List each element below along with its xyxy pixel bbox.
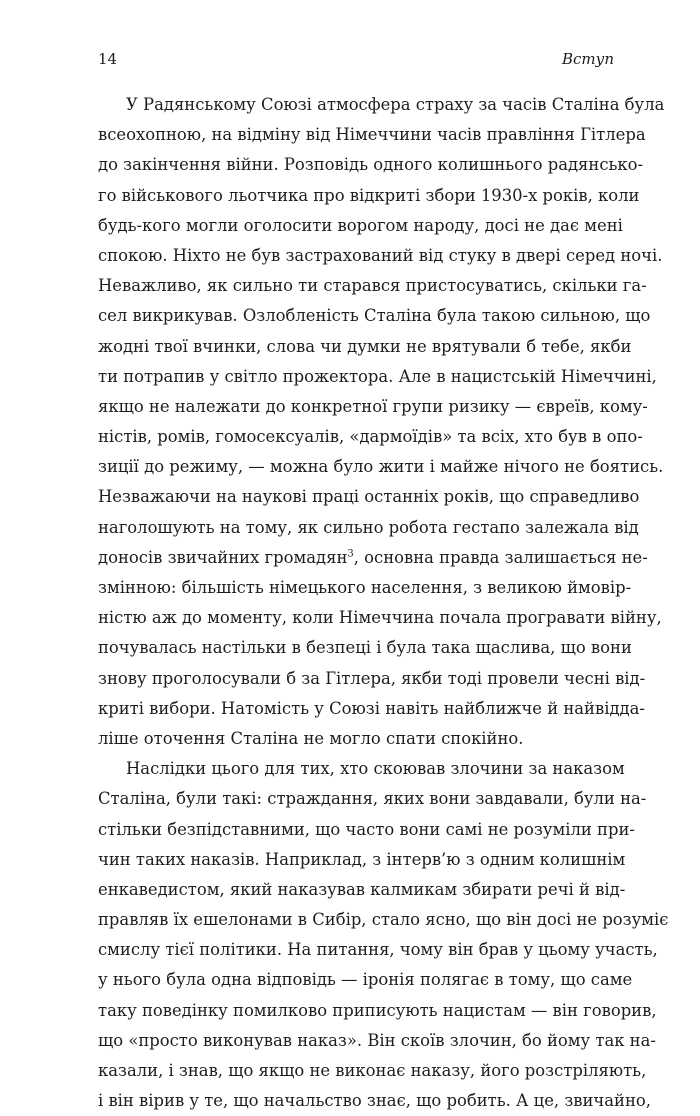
paragraph-2 [98,754,669,1116]
text-line: Наслідки цього для тих, хто скоював злочини за наказом [126,759,625,779]
text-line: наголошують на тому, як сильно робота гестапо залежала від [98,517,639,537]
text-line: го військового льотчика про відкриті збори 1930-х років, коли [98,185,640,205]
text-line: всеохопною, на відміну від Німеччини часів правління Гітлера [98,125,646,145]
text-line: і він вірив у те, що начальство знає, що робить. А це, звичайно, [98,1091,651,1111]
text-segment: доносів звичайних громадян [98,547,348,567]
text-line: у нього була одна відповідь — іронія полягає в тому, що саме [98,970,633,990]
text-line: Неважливо, як сильно ти старався пристосуватись, скільки га- [98,276,647,296]
page-header [98,50,614,72]
text-line: жодні твої вчинки, слова чи думки не врятували б тебе, якби [98,336,632,356]
text-segment: , основна правда залишається не- [353,547,648,567]
footnote-reference[interactable]: 3 [347,548,354,560]
text-line: ністів, ромів, гомосексуалів, «дармоїдів» та всіх, хто був в опо- [98,427,643,447]
text-line: будь-кого могли оголосити ворогом народу, досі не дає мені [98,215,623,235]
text-line: ністю аж до моменту, коли Німеччина почала програвати війну, [98,608,662,628]
text-line: енкаведистом, який наказував калмикам збирати речі й від- [98,879,626,899]
text-line: спокою. Ніхто не був застрахований від стуку в двері серед ночі. [98,245,663,265]
text-line: ліше оточення Сталіна не могло спати спокійно. [98,728,524,748]
text-line: смислу тієї політики. На питання, чому він брав у цьому участь, [98,940,658,960]
text-line: сел викрикував. Озлобленість Сталіна була такою сильною, що [98,306,651,326]
text-line-with-footnote [98,543,648,573]
text-line: ти потрапив у світло прожектора. Але в нацистській Німеччині, [98,366,657,386]
text-line: якщо не належати до конкретної групи ризику — євреїв, кому- [98,396,648,416]
body-text [98,90,669,1116]
text-line: Сталіна, були такі: страждання, яких вони завдавали, були на- [98,789,647,809]
text-line: змінною: більшість німецького населення, з великою ймовір- [98,578,632,597]
text-line: зиції до режиму, — можна було жити і майже нічого не боятись. [98,457,664,477]
text-line: до закінчення війни. Розповідь одного колишнього радянсько- [98,155,644,175]
text-line: знову проголосували б за Гітлера, якби тоді провели чесні від- [98,668,646,688]
paragraph-1 [98,90,665,754]
running-head: Вступ [561,50,614,68]
text-line: що «просто виконував наказ». Він скоїв злочин, бо йому так на- [98,1030,656,1050]
text-line: стільки безпідставними, що часто вони самі не розуміли при- [98,819,635,839]
text-line: почувалась настільки в безпеці і була така щаслива, що вони [98,638,632,658]
text-line: чин таких наказів. Наприклад, з інтерв’ю з одним колишнім [98,849,626,869]
text-line: таку поведінку помилково приписують нацистам — він говорив, [98,1000,657,1020]
text-line: У Радянському Союзі атмосфера страху за часів Сталіна була [126,95,665,114]
text-line: Незважаючи на наукові праці останніх років, що справедливо [98,487,640,507]
page-number: 14 [98,50,118,68]
text-line: криті вибори. Натомість у Союзі навіть найближче й найвідда- [98,698,645,718]
text-line: правляв їх ешелонами в Сибір, стало ясно, що він досі не розуміє [98,910,669,930]
text-line: казали, і знав, що якщо не виконає наказу, його розстріляють, [98,1061,647,1080]
